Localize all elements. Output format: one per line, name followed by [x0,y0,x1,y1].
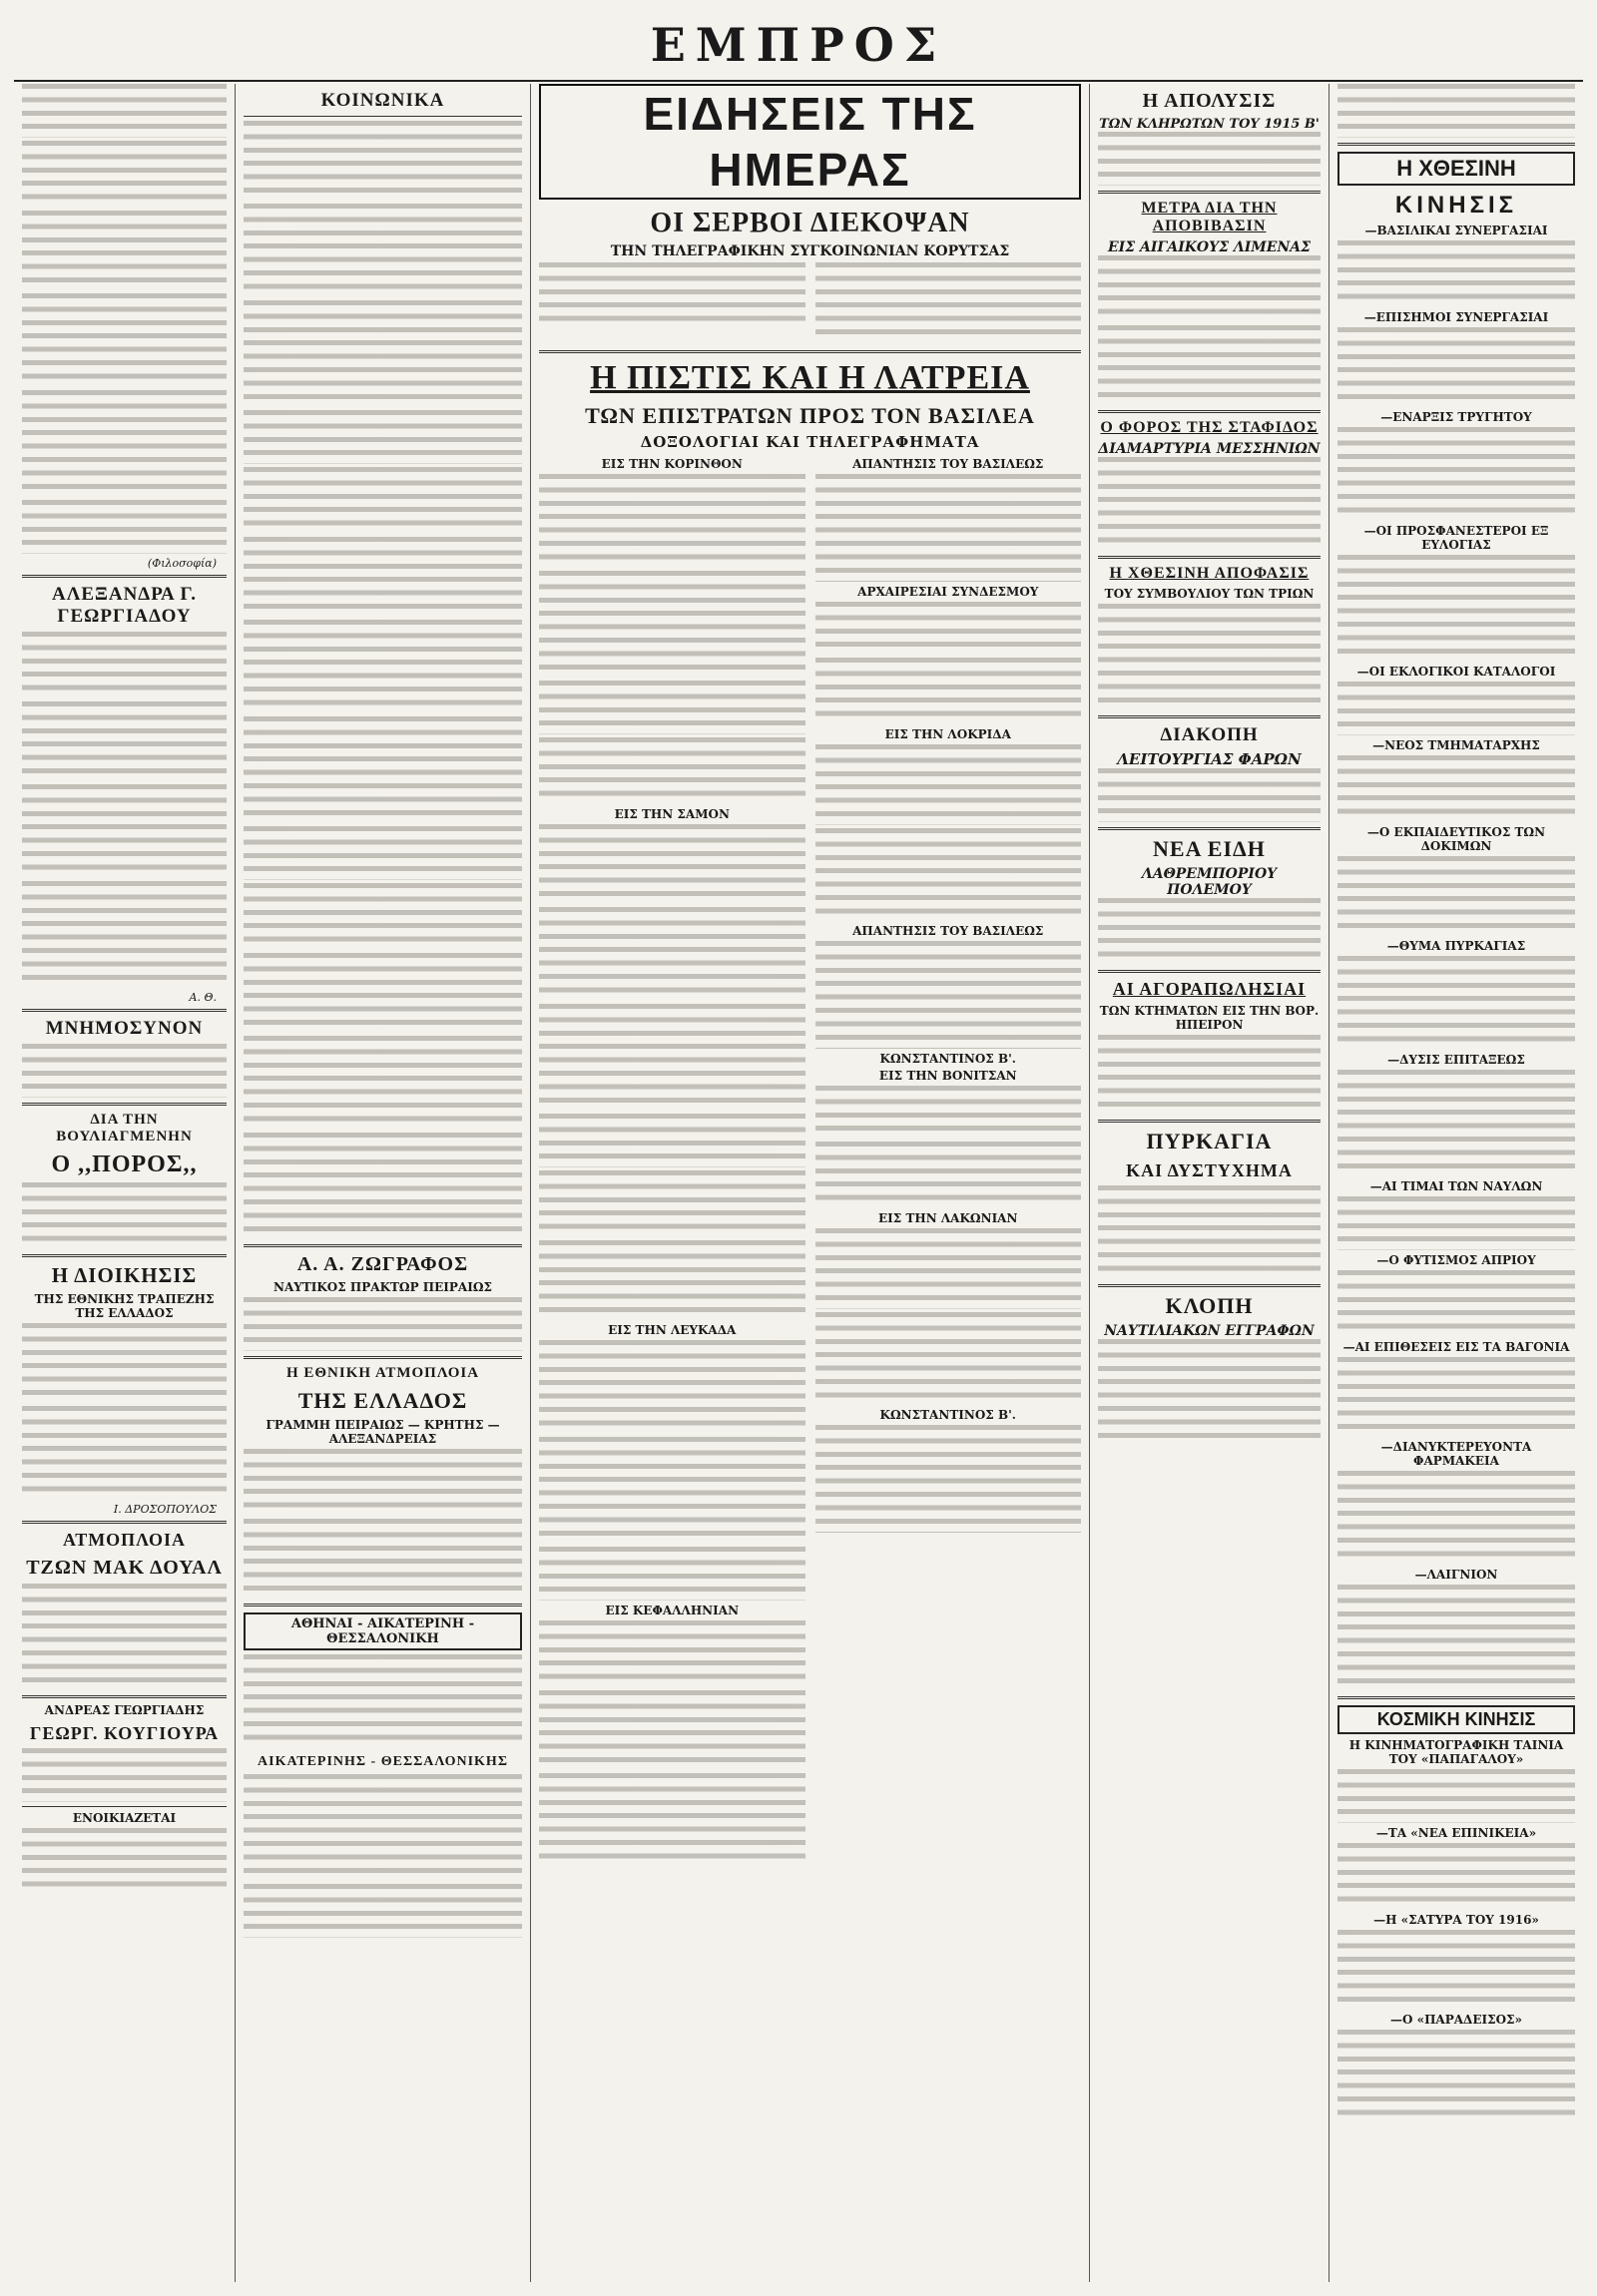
article-text [539,1114,805,1167]
column-1 [14,84,236,2282]
section-label: —ΟΙ ΠΡΟΣΦΑΝΕΣΤΕΡΟΙ ΕΞ ΕΥΛΟΓΙΑΣ [1363,523,1549,552]
article-text [244,1884,522,1938]
section-label: ΕΙΣ ΤΗΝ ΛΟΚΡΙΔΑ [884,727,1011,742]
headline: ΚΟΣΜΙΚΗ ΚΙΝΗΣΙΣ [1337,1705,1575,1734]
headline: ΤΩΝ ΕΠΙΣΤΡΑΤΩΝ ΠΡΟΣ ΤΟΝ ΒΑΣΙΛΕΑ [585,403,1035,429]
article-text [1098,325,1321,405]
section-label: —ΑΙ ΤΙΜΑΙ ΤΩΝ ΝΑΥΛΩΝ [1369,1178,1543,1193]
article-text [1098,604,1321,710]
article-text [815,1312,1082,1406]
section-label: —ΑΙ ΕΠΙΘΕΣΕΙΣ ΕΙΣ ΤΑ ΒΑΓΟΝΙΑ [1342,1339,1570,1354]
article-text [22,500,227,554]
article-text [815,1142,1082,1208]
subheadline: ΛΕΙΤΟΥΡΓΙΑΣ ΦΑΡΩΝ [1117,749,1302,768]
article-text [1337,240,1575,307]
headline: ΚΙΝΗΣΙΣ [1394,191,1518,219]
section-label: —ΤΑ «ΝΕΑ ΕΠΙΝΙΚΕΙΑ» [1375,1825,1537,1840]
article-text [539,571,805,678]
article-text [1337,1070,1575,1176]
section-label: ΑΠΑΝΤΗΣΙΣ ΤΟΥ ΒΑΣΙΛΕΩΣ [852,457,1044,472]
article-text [244,953,522,1033]
headline: ΜΝΗΜΟΣΥΝΟΝ [45,1017,204,1039]
article-text [539,907,805,1001]
article-text [1098,1185,1321,1279]
article-text [539,262,805,329]
article-text [1337,682,1575,735]
article-text [22,211,227,290]
section-label: ΕΙΣ ΤΗΝ ΚΟΡΙΝΘΟΝ [601,457,743,472]
section-label: ΕΙΣ ΤΗΝ ΒΟΝΙΤΣΑΝ [878,1068,1017,1083]
headline: Η ΑΠΟΛΥΣΙΣ [1142,90,1277,112]
divider [539,350,1081,353]
divider [1098,1284,1321,1287]
section-label: —Ο ΕΚΠΑΙΔΕΥΤΙΚΟΣ ΤΩΝ ΔΟΚΙΜΩΝ [1366,824,1546,853]
article-text [22,881,227,988]
article-text [539,474,805,568]
divider [1337,1696,1575,1699]
article-text [1337,856,1575,936]
article-text [815,828,1082,922]
section-label: ΚΩΝΣΤΑΝΤΙΝΟΣ Β'. [879,1408,1016,1423]
headline: Α. Α. ΖΩΓΡΑΦΟΣ [296,1253,469,1276]
subheadline: ΔΙΑΜΑΡΤΥΡΙΑ ΜΕΣΣΗΝΙΩΝ [1098,440,1321,457]
article-text [1337,1769,1575,1823]
text-block [539,262,1081,345]
article-text [815,1086,1082,1140]
section-label: ΕΙΣ ΤΗΝ ΛΑΚΩΝΙΑΝ [878,1211,1018,1226]
section-label: —ΕΝΑΡΞΙΣ ΤΡΥΓΗΤΟΥ [1380,409,1532,424]
article-text [244,1297,522,1351]
headline: ΔΙΑΚΟΠΗ [1160,723,1259,745]
article-text [1337,1270,1575,1337]
article-text [539,1437,805,1544]
headline: Η ΕΘΝΙΚΗ ΑΤΜΟΠΛΟΙΑ [285,1364,480,1381]
article-text [244,121,522,201]
article-text [1098,898,1321,965]
article-text [22,84,227,138]
article-text [539,1620,805,1687]
column-6 [1330,84,1583,2282]
section-header: ΕΙΔΗΣΕΙΣ ΤΗΣ ΗΜΕΡΑΣ [539,84,1081,200]
columns [14,84,1583,2282]
article-text [244,716,522,823]
article-text [244,204,522,297]
article-text [22,1044,227,1098]
section-label: —ΝΕΟΣ ΤΜΗΜΑΤΑΡΧΗΣ [1372,737,1540,752]
article-text [22,1323,227,1403]
article-text [244,826,522,880]
divider [1337,143,1575,146]
headline: ΤΖΩΝ ΜΑΚ ΔΟΥΑΛ [26,1556,223,1579]
headline: Ο ΦΟΡΟΣ ΤΗΣ ΣΤΑΦΙΔΟΣ [1100,418,1319,436]
section-label: —Η «ΣΑΤΥΡΑ ΤΟΥ 1916» [1373,1912,1539,1927]
divider [22,1806,227,1807]
article-text [244,883,522,950]
text-block [539,454,1081,1870]
signature: Ι. ΔΡΟΣΟΠΟΥΛΟΣ [113,1502,217,1516]
article-text [1098,255,1321,322]
divider [244,1244,522,1247]
article-text [815,474,1082,581]
article-text [22,1406,227,1500]
article-text [244,1654,522,1748]
column-2 [236,84,531,2282]
subheadline: ΤΗΣ ΕΘΝΙΚΗΣ ΤΡΑΠΕΖΗΣ ΤΗΣ ΕΛΛΑΔΟΣ [34,1291,215,1320]
section-label: —Ο ΦΥΤΙΣΜΟΣ ΑΠΡΙΟΥ [1376,1252,1536,1267]
article-text [244,1133,522,1239]
headline: ΜΕΤΡΑ ΔΙΑ ΤΗΝ ΑΠΟΒΙΒΑΣΙΝ [1141,199,1278,234]
article-text [244,410,522,464]
article-text [539,1170,805,1237]
article-text [539,1004,805,1111]
masthead [14,10,1583,82]
subheadline: ΕΙΣ ΑΙΓΑΙΚΟΥΣ ΛΙΜΕΝΑΣ [1107,238,1312,255]
column-5 [1090,84,1330,2282]
divider [244,1604,522,1607]
signature: Α. Θ. [189,990,217,1004]
subheadline: ΔΟΞΟΛΟΓΙΑΙ ΚΑΙ ΤΗΛΕΓΡΑΦΗΜΑΤΑ [640,433,980,452]
headline: Η ΠΙΣΤΙΣ ΚΑΙ Η ΛΑΤΡΕΙΑ [590,359,1030,397]
section-label: —ΕΠΙΣΗΜΟΙ ΣΥΝΕΡΓΑΣΙΑΙ [1363,309,1549,324]
headline: ΑΙ ΑΓΟΡΑΠΩΛΗΣΙΑΙ [1112,978,1307,999]
headline: ΚΛΟΠΗ [1165,1292,1254,1318]
article-text [244,1449,522,1516]
divider [22,1521,227,1524]
section-label: ΕΙΣ ΚΕΦΑΛΛΗΝΙΑΝ [605,1603,740,1617]
divider [1098,410,1321,413]
divider [1098,970,1321,973]
section-label: —ΟΙ ΕΚΛΟΓΙΚΟΙ ΚΑΤΑΛΟΓΟΙ [1356,664,1556,679]
article-text [1337,555,1575,662]
headline: ΔΙΑ ΤΗΝ ΒΟΥΛΙΑΓΜΕΝΗΝ [56,1111,193,1145]
article-text [22,390,227,497]
article-text [22,632,227,698]
headline: ΓΕΩΡΓ. ΚΟΥΓΙΟΥΡΑ [29,1722,220,1743]
article-text [1337,956,1575,1050]
article-text [815,658,1082,724]
article-text [1337,327,1575,407]
article-text [1337,755,1575,822]
section-label: ΕΙΣ ΤΗΝ ΛΕΥΚΑΔΑ [608,1323,737,1338]
divider [1098,191,1321,194]
article-text [22,1182,227,1249]
article-text [539,681,805,734]
divider [22,1254,227,1257]
headline: ΟΙ ΣΕΡΒΟΙ ΔΙΕΚΟΨΑΝ [650,208,970,238]
divider [22,575,227,578]
article-text [22,1828,227,1895]
headline: ΝΕΑ ΕΙΔΗ [1153,835,1266,861]
headline: ΑΙΚΑΤΕΡΙΝΗΣ - ΘΕΣΣΑΛΟΝΙΚΗΣ [258,1754,508,1770]
article-text [815,262,1082,342]
headline: ΚΟΙΝΩΝΙΚΑ [320,90,445,111]
article-text [539,1340,805,1434]
subheadline: ΛΑΘΡΕΜΠΟΡΙΟΥ ΠΟΛΕΜΟΥ [1141,865,1278,898]
divider [1098,1120,1321,1123]
section-label: ΑΡΧΑΙΡΕΣΙΑΙ ΣΥΝΔΕΣΜΟΥ [857,584,1039,599]
article-text [815,744,1082,824]
divider [22,1009,227,1012]
article-text [244,300,522,407]
article-text [539,1773,805,1867]
article-text [1337,1196,1575,1250]
section-label: ΚΩΝΣΤΑΝΤΙΝΟΣ Β'. [879,1051,1016,1066]
article-text [539,824,805,904]
article-text [539,1547,805,1601]
subheadline: ΓΡΑΜΜΗ ΠΕΙΡΑΙΩΣ — ΚΡΗΤΗΣ — ΑΛΕΞΑΝΔΡΕΙΑΣ [266,1417,500,1446]
article-text [22,784,227,878]
article-text [815,602,1082,656]
article-text [539,737,805,804]
article-text [1098,457,1321,551]
article-text [1337,1357,1575,1437]
article-text [244,1519,522,1599]
section-label: ΕΙΣ ΤΗΝ ΣΑΜΟΝ [614,806,730,821]
subheadline: ΝΑΥΤΙΛΙΑΚΩΝ ΕΓΓΡΑΦΩΝ [1104,1322,1315,1339]
main-news [531,84,1090,2282]
headline: ΚΑΙ ΔΥΣΤΥΧΗΜΑ [1126,1159,1293,1180]
section-label: —ΒΑΣΙΛΙΚΑΙ ΣΥΝΕΡΓΑΣΙΑΙ [1364,223,1548,237]
divider [244,1356,522,1359]
headline: ΑΛΕΞΑΝΔΡΑ Γ. ΓΕΩΡΓΙΑΔΟΥ [51,583,197,627]
article-text [1098,132,1321,186]
subheadline: ΤΩΝ ΚΛΗΡΩΤΩΝ ΤΟΥ 1915 Β' [1099,117,1320,132]
article-text [1337,1930,1575,2010]
article-text [244,537,522,617]
article-text [244,1036,522,1130]
headline: ΑΤΜΟΠΛΟΙΑ [62,1529,187,1550]
headline: Η ΧΘΕΣΙΝΗ [1337,152,1575,186]
subheadline: ΝΑΥΤΙΚΟΣ ΠΡΑΚΤΩΡ ΠΕΙΡΑΙΩΣ [272,1280,493,1295]
article-text [539,1690,805,1770]
article-text [22,141,227,208]
divider [22,1103,227,1106]
section-label: —ΔΥΣΙΣ ΕΠΙΤΑΞΕΩΣ [1387,1052,1525,1067]
signature: (Φιλοσοφία) [147,556,217,570]
headline: Η ΔΙΟΙΚΗΣΙΣ [51,1262,198,1287]
article-text [815,1228,1082,1308]
subheadline: ΤΗΝ ΤΗΛΕΓΡΑΦΙΚΗΝ ΣΥΓΚΟΙΝΩΝΙΑΝ ΚΟΡΥΤΣΑΣ [610,243,1010,259]
article-text [1098,768,1321,822]
subheadline: ΕΝΟΙΚΙΑΖΕΤΑΙ [72,1810,177,1825]
divider [1098,827,1321,830]
article-text [244,467,522,534]
article-text [22,1584,227,1690]
article-text [1337,427,1575,521]
subheadline: ΑΝΔΡΕΑΣ ΓΕΩΡΓΙΑΔΗΣ [44,1702,205,1717]
section-label: —ΛΑΙΓΝΙΟΝ [1414,1567,1498,1582]
headline: Η ΧΘΕΣΙΝΗ ΑΠΟΦΑΣΙΣ [1109,564,1310,582]
article-text [1337,1471,1575,1565]
section-label: —ΔΙΑΝΥΚΤΕΡΕΥΟΝΤΑ ΦΑΡΜΑΚΕΙΑ [1380,1439,1532,1468]
article-text [1337,84,1575,138]
divider [22,1695,227,1698]
article-text [244,620,522,713]
divider [244,116,522,117]
headline: ΤΗΣ ΕΛΛΑΔΟΣ [297,1387,468,1413]
subheadline: Η ΚΙΝΗΜΑΤΟΓΡΑΦΙΚΗ ΤΑΙΝΙΑ ΤΟΥ «ΠΑΠΑΓΑΛΟΥ» [1348,1737,1564,1766]
section-label: —ΘΥΜΑ ΠΥΡΚΑΓΙΑΣ [1386,938,1526,953]
subheadline: ΤΟΥ ΣΥΜΒΟΥΛΙΟΥ ΤΩΝ ΤΡΙΩΝ [1104,586,1315,601]
article-text [22,1748,227,1802]
divider [1098,715,1321,718]
article-text [1337,2030,1575,2123]
article-text [815,941,1082,1048]
article-text [22,701,227,781]
section-label: —Ο «ΠΑΡΑΔΕΙΣΟΣ» [1389,2012,1523,2027]
article-text [1337,1843,1575,1910]
article-text [815,1425,1082,1532]
article-text [1337,1585,1575,1691]
divider [1098,556,1321,559]
article-text [1098,1035,1321,1115]
section-label: ΑΠΑΝΤΗΣΙΣ ΤΟΥ ΒΑΣΙΛΕΩΣ [852,924,1044,939]
headline: ΠΥΡΚΑΓΙΑ [1146,1128,1273,1153]
newspaper-title: ΕΜΠΡΟΣ [650,18,947,72]
article-text [244,1774,522,1881]
headline: Ο ,,ΠΟΡΟΣ,, [51,1150,198,1177]
subheadline: ΤΩΝ ΚΤΗΜΑΤΩΝ ΕΙΣ ΤΗΝ ΒΟΡ. ΗΠΕΙΡΟΝ [1099,1003,1320,1032]
article-text [22,293,227,387]
article-text [539,1240,805,1320]
headline: ΑΘΗΝΑΙ - ΑΙΚΑΤΕΡΙΝΗ - ΘΕΣΣΑΛΟΝΙΚΗ [244,1612,522,1650]
article-text [1098,1339,1321,1446]
